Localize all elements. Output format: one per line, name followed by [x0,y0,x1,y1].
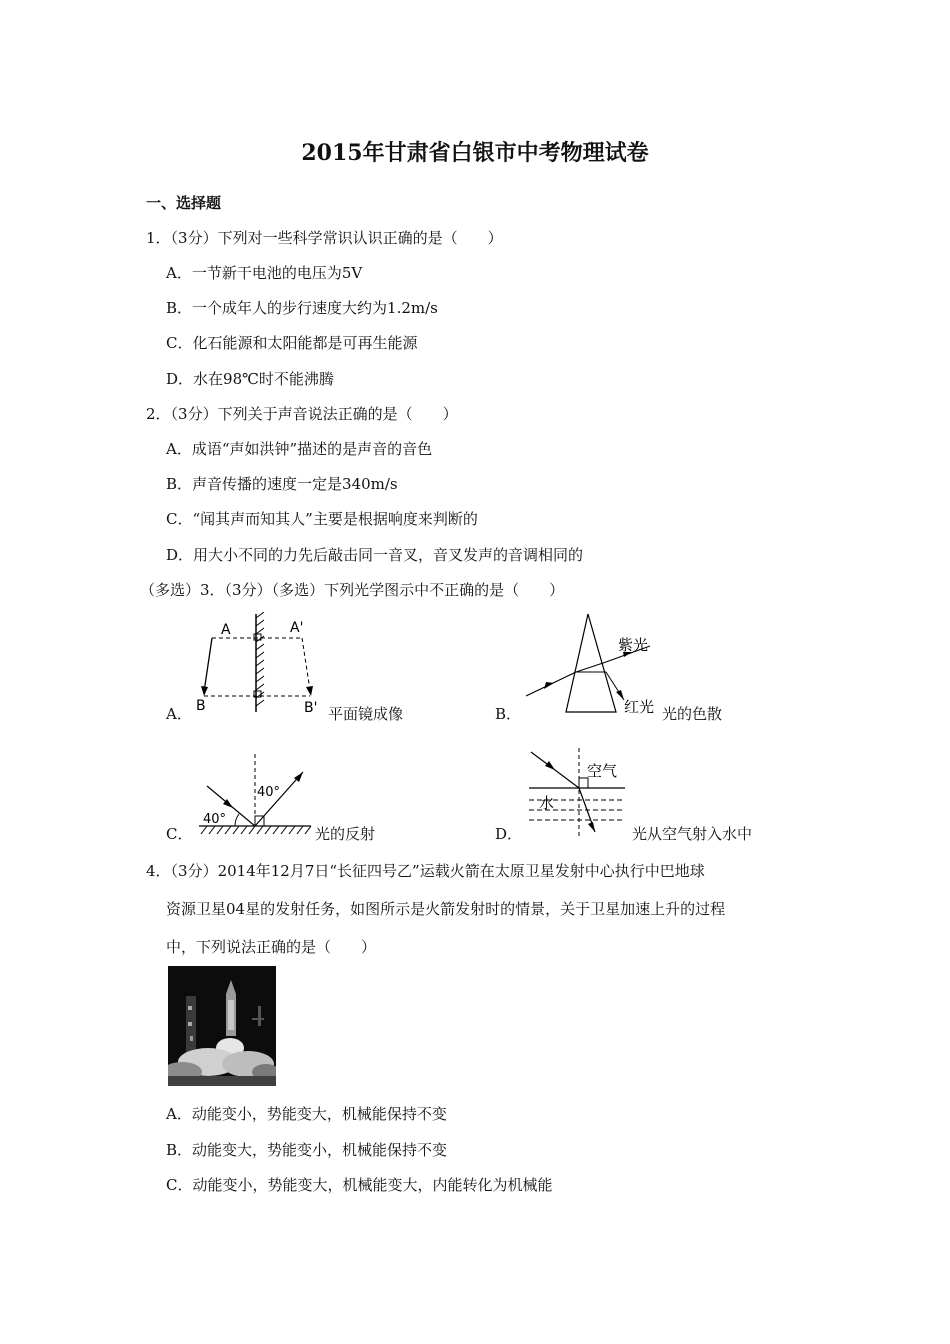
label-air: 空气 [587,762,618,780]
reflection-diagram [195,752,315,842]
question-1-option-d: D．水在98℃时不能沸腾 [166,370,334,388]
question-1-option-c: C．化石能源和太阳能都是可再生能源 [166,334,418,352]
figure-d-label: D． [495,825,523,843]
plane-mirror-diagram [190,612,325,717]
question-4-stem-line-3: 中，下列说法正确的是（ ） [166,938,377,956]
question-4-stem-line-1: 4．（3分）2014年12月7日“长征四号乙”运载火箭在太原卫星发射中心执行中巴地球 [146,862,705,880]
label-water: 水 [539,794,555,812]
label-red-light: 红光 [624,698,655,716]
figure-c-caption: 光的反射 [315,825,376,843]
question-4-option-c: C．动能变小，势能变大，机械能变大，内能转化为机械能 [166,1176,553,1194]
question-2-stem: 2．（3分）下列关于声音说法正确的是（ ） [146,405,458,423]
figure-a-label: A． [166,705,192,723]
question-4-stem-line-2: 资源卫星04星的发射任务，如图所示是火箭发射时的情景，关于卫星加速上升的过程 [166,900,726,918]
question-4-option-a: A．动能变小，势能变大，机械能保持不变 [166,1105,447,1123]
figure-b-label: B． [495,705,522,723]
page-title: 2015年甘肃省白银市中考物理试卷 [301,140,649,166]
rocket-launch-photo [168,966,276,1086]
figure-c-label: C． [166,825,193,843]
angle-label-reflected: 40° [257,785,281,800]
question-2-option-c: C．“闻其声而知其人”主要是根据响度来判断的 [166,510,478,528]
angle-label-incident: 40° [203,812,227,827]
label-b: B [196,698,206,714]
question-2-option-b: B．声音传播的速度一定是340m/s [166,475,398,493]
question-2-option-d: D．用大小不同的力先后敲击同一音叉，音叉发声的音调相同的 [166,546,584,564]
question-1-option-b: B．一个成年人的步行速度大约为1.2m/s [166,299,438,317]
label-violet-light: 紫光 [618,636,649,654]
question-2-option-a: A．成语“声如洪钟”描述的是声音的音色 [166,440,433,458]
refraction-diagram [525,746,630,841]
figure-a-caption: 平面镜成像 [328,705,404,723]
prism-dispersion-diagram [520,610,660,718]
question-1-option-a: A．一节新干电池的电压为5V [166,264,363,282]
question-4-option-b: B．动能变大，势能变小，机械能保持不变 [166,1141,448,1159]
section-heading: 一、选择题 [146,194,222,212]
figure-b-caption: 光的色散 [662,705,723,723]
label-a: A [221,622,231,638]
question-1-stem: 1．（3分）下列对一些科学常识认识正确的是（ ） [146,229,503,247]
figure-d-caption: 光从空气射入水中 [632,825,753,843]
label-b-prime: B' [304,700,318,716]
question-3-stem: （多选）3．（3分）（多选）下列光学图示中不正确的是（ ） [140,581,565,599]
label-a-prime: A' [290,620,304,636]
rocket-launch-illustration [168,966,276,1086]
